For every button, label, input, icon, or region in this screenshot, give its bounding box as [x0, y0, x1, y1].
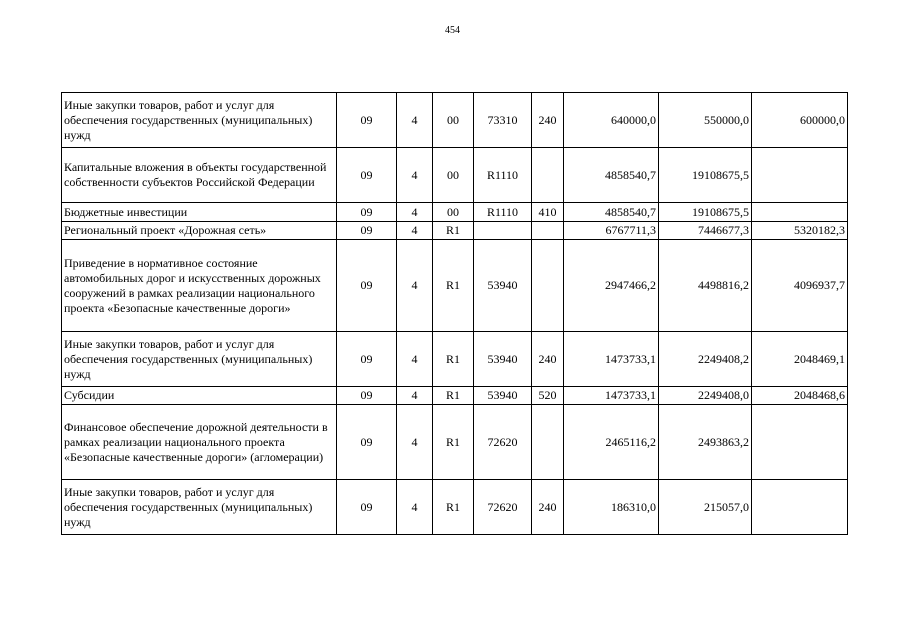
table-row — [62, 203, 848, 222]
expense-type-code — [532, 240, 564, 332]
table-row — [62, 222, 848, 240]
table-row — [62, 240, 848, 332]
subsection-code: 4 — [397, 387, 433, 405]
expense-type-code — [532, 148, 564, 203]
amount-year-2: 550000,0 — [659, 93, 752, 148]
target-article-code: 73310 — [474, 93, 532, 148]
table-row — [62, 332, 848, 387]
target-article-code: R1110 — [474, 148, 532, 203]
amount-year-1: 640000,0 — [564, 93, 659, 148]
table-row — [62, 480, 848, 535]
row-name: Региональный проект «Дорожная сеть» — [62, 222, 337, 240]
amount-year-3 — [752, 148, 848, 203]
amount-year-2: 2249408,2 — [659, 332, 752, 387]
amount-year-1: 2947466,2 — [564, 240, 659, 332]
amount-year-2: 215057,0 — [659, 480, 752, 535]
amount-year-2: 2249408,0 — [659, 387, 752, 405]
amount-year-2: 2493863,2 — [659, 405, 752, 480]
target-article-code: 53940 — [474, 387, 532, 405]
amount-year-1: 1473733,1 — [564, 387, 659, 405]
amount-year-3 — [752, 405, 848, 480]
subsection-code: 4 — [397, 405, 433, 480]
amount-year-1: 2465116,2 — [564, 405, 659, 480]
program-code: 00 — [433, 148, 474, 203]
amount-year-3: 2048469,1 — [752, 332, 848, 387]
amount-year-3 — [752, 203, 848, 222]
row-name: Иные закупки товаров, работ и услуг для обеспечения государственных (муниципальных) нужд — [62, 332, 337, 387]
program-code: 00 — [433, 203, 474, 222]
amount-year-1: 186310,0 — [564, 480, 659, 535]
amount-year-3: 5320182,3 — [752, 222, 848, 240]
amount-year-1: 4858540,7 — [564, 148, 659, 203]
target-article-code: R1110 — [474, 203, 532, 222]
subsection-code: 4 — [397, 203, 433, 222]
amount-year-1: 6767711,3 — [564, 222, 659, 240]
program-code: R1 — [433, 387, 474, 405]
row-name: Финансовое обеспечение дорожной деятельности в рамках реализации национального проекта «Безопасные качественные дороги» (агломерации) — [62, 405, 337, 480]
program-code: R1 — [433, 222, 474, 240]
row-name: Субсидии — [62, 387, 337, 405]
program-code: R1 — [433, 480, 474, 535]
amount-year-1: 1473733,1 — [564, 332, 659, 387]
section-code: 09 — [337, 480, 397, 535]
target-article-code — [474, 222, 532, 240]
table-row — [62, 387, 848, 405]
amount-year-3: 4096937,7 — [752, 240, 848, 332]
expense-type-code — [532, 222, 564, 240]
target-article-code: 72620 — [474, 405, 532, 480]
section-code: 09 — [337, 387, 397, 405]
program-code: R1 — [433, 240, 474, 332]
amount-year-2: 19108675,5 — [659, 148, 752, 203]
amount-year-2: 19108675,5 — [659, 203, 752, 222]
target-article-code: 53940 — [474, 332, 532, 387]
budget-table — [61, 92, 848, 535]
expense-type-code: 520 — [532, 387, 564, 405]
amount-year-3 — [752, 480, 848, 535]
subsection-code: 4 — [397, 480, 433, 535]
program-code: 00 — [433, 93, 474, 148]
target-article-code: 72620 — [474, 480, 532, 535]
expense-type-code — [532, 405, 564, 480]
subsection-code: 4 — [397, 148, 433, 203]
section-code: 09 — [337, 405, 397, 480]
subsection-code: 4 — [397, 222, 433, 240]
row-name: Иные закупки товаров, работ и услуг для обеспечения государственных (муниципальных) нужд — [62, 93, 337, 148]
row-name: Приведение в нормативное состояние автомобильных дорог и искусственных дорожных сооружений в рамках реализации национального проекта «Безопасные качественные дороги» — [62, 240, 337, 332]
row-name: Иные закупки товаров, работ и услуг для обеспечения государственных (муниципальных) нужд — [62, 480, 337, 535]
section-code: 09 — [337, 332, 397, 387]
amount-year-3: 600000,0 — [752, 93, 848, 148]
subsection-code: 4 — [397, 93, 433, 148]
row-name: Бюджетные инвестиции — [62, 203, 337, 222]
section-code: 09 — [337, 148, 397, 203]
table-row — [62, 93, 848, 148]
program-code: R1 — [433, 405, 474, 480]
section-code: 09 — [337, 222, 397, 240]
expense-type-code: 410 — [532, 203, 564, 222]
expense-type-code: 240 — [532, 332, 564, 387]
amount-year-1: 4858540,7 — [564, 203, 659, 222]
subsection-code: 4 — [397, 332, 433, 387]
table-row — [62, 148, 848, 203]
amount-year-2: 4498816,2 — [659, 240, 752, 332]
section-code: 09 — [337, 240, 397, 332]
table-row — [62, 405, 848, 480]
program-code: R1 — [433, 332, 474, 387]
section-code: 09 — [337, 93, 397, 148]
page-number: 454 — [445, 25, 460, 36]
amount-year-3: 2048468,6 — [752, 387, 848, 405]
amount-year-2: 7446677,3 — [659, 222, 752, 240]
target-article-code: 53940 — [474, 240, 532, 332]
expense-type-code: 240 — [532, 480, 564, 535]
expense-type-code: 240 — [532, 93, 564, 148]
row-name: Капитальные вложения в объекты государственной собственности субъектов Российской Федерации — [62, 148, 337, 203]
subsection-code: 4 — [397, 240, 433, 332]
section-code: 09 — [337, 203, 397, 222]
